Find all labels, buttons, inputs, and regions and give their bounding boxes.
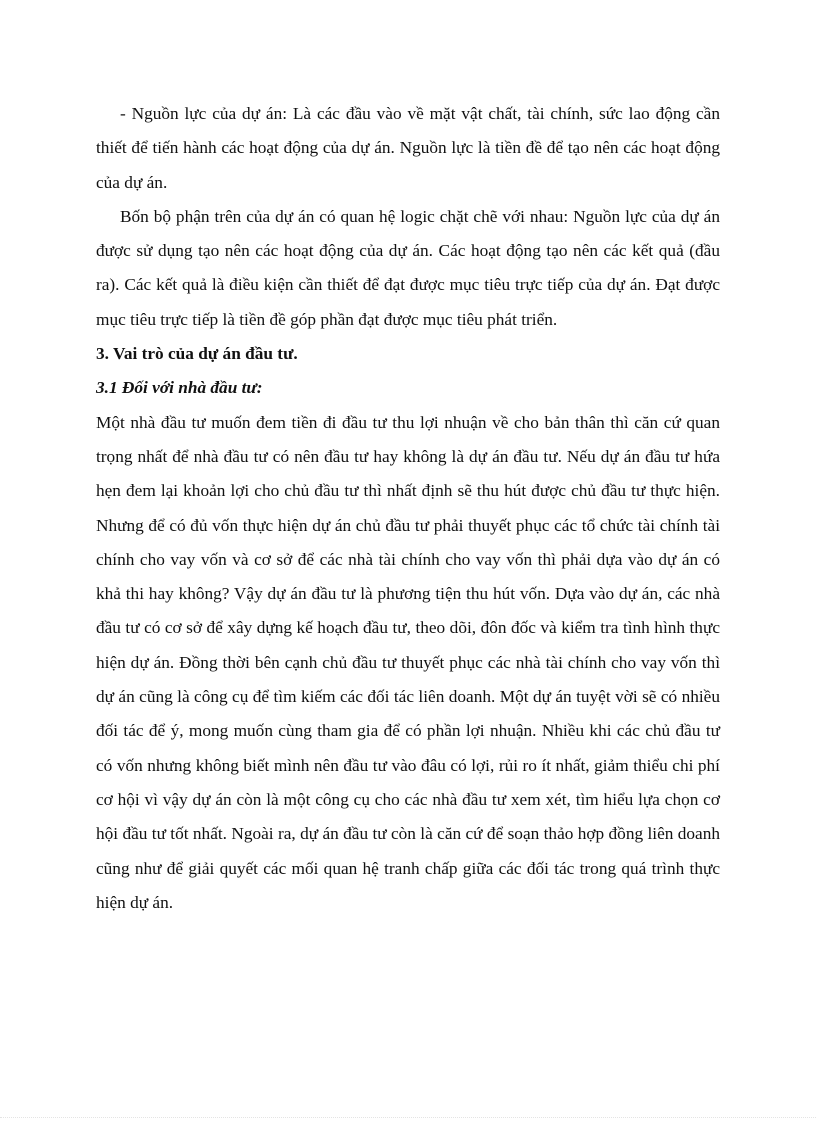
section-heading: 3. Vai trò của dự án đầu tư. (96, 344, 298, 364)
page-bottom-divider (0, 1117, 816, 1118)
document-content (96, 97, 720, 920)
paragraph-investor-role: Một nhà đầu tư muốn đem tiền đi đầu tư thu lợi nhuận về cho bản thân thì căn cứ quan trọng nhất để nhà đầu tư có nên đầu tư hay không là dự án đầu tư. Nếu dự án đầu tư hứa hẹn đem lại khoản lợi cho chủ đầu tư thì nhất định sẽ thu hút được chủ đầu tư thực hiện. Nhưng để có đủ vốn thực hiện dự án chủ đầu tư phải thuyết phục các tổ chức tài chính tài chính cho vay vốn và cơ sở để các nhà tài chính cho vay vốn thì phải dựa vào dự án có khả thi hay không? Vậy dự án đầu tư là phương tiện thu hút vốn. Dựa vào dự án, các nhà đầu tư có cơ sở để xây dựng kế hoạch đầu tư, theo dõi, đôn đốc và kiểm tra tình hình thực hiện dự án. Đồng thời bên cạnh chủ đầu tư thuyết phục các nhà tài chính cho vay vốn thì dự án cũng là công cụ để tìm kiếm các đối tác liên doanh. Một dự án tuyệt vời sẽ có nhiều đối tác để ý, mong muốn cùng tham gia để có phần lợi nhuận. Nhiều khi các chủ đầu tư có vốn nhưng không biết mình nên đầu tư vào đâu có lợi, rủi ro ít nhất, giảm thiểu chi phí cơ hội vì vậy dự án còn là một công cụ cho các nhà đầu tư xem xét, tìm hiểu lựa chọn cơ hội đầu tư tốt nhất. Ngoài ra, dự án đầu tư còn là căn cứ để soạn thảo hợp đồng liên doanh cũng như để giải quyết các mối quan hệ tranh chấp giữa các đối tác trong quá trình thực hiện dự án. (96, 412, 720, 912)
subsection-heading: 3.1 Đối với nhà đầu tư: (96, 378, 263, 398)
paragraph-resources: - Nguồn lực của dự án: Là các đầu vào về mặt vật chất, tài chính, sức lao động cần thiết để tiến hành các hoạt động của dự án. Nguồn lực là tiền đề để tạo nên các hoạt động của dự án. (96, 104, 720, 192)
paragraph-four-components: Bốn bộ phận trên của dự án có quan hệ logic chặt chẽ với nhau: Nguồn lực của dự án được sử dụng tạo nên các hoạt động của dự án. Các hoạt động tạo nên các kết quả (đầu ra). Các kết quả là điều kiện cần thiết để đạt được mục tiêu trực tiếp của dự án. Đạt được mục tiêu trực tiếp là tiền đề góp phần đạt được mục tiêu phát triển. (96, 206, 720, 329)
